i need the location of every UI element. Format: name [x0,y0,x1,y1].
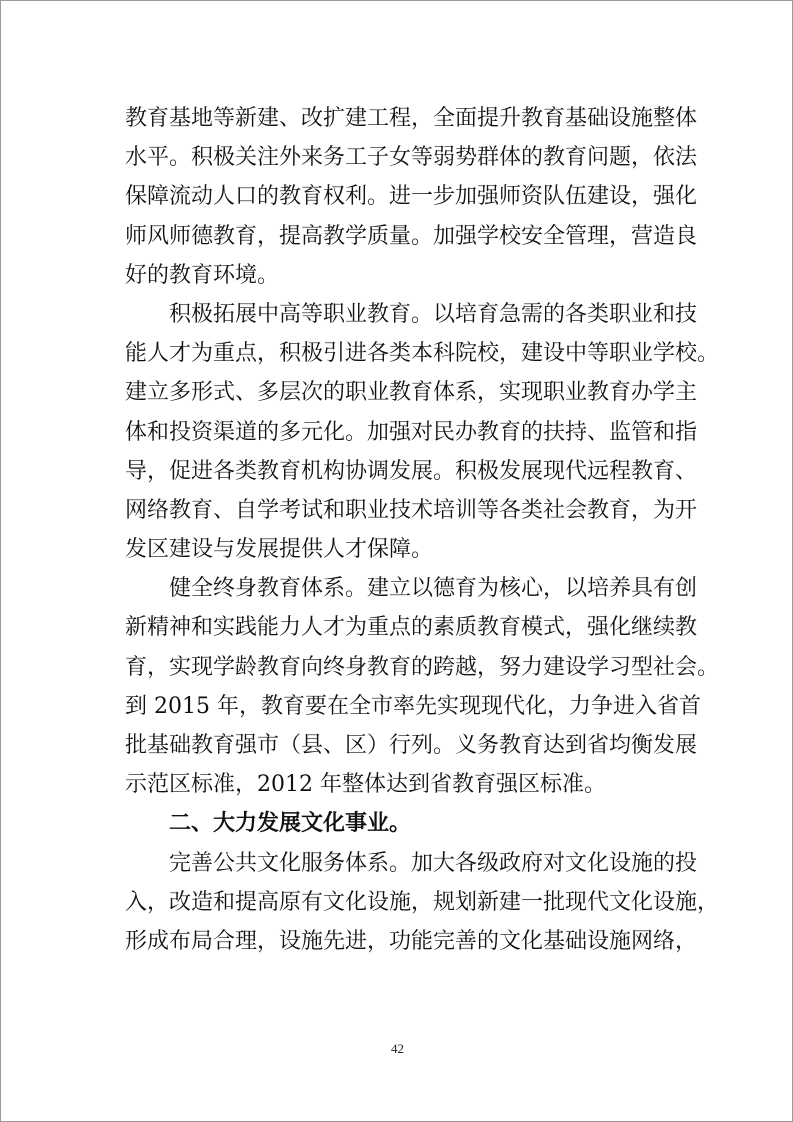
paragraph [125,99,698,295]
text-line: 好的教育环境。 [125,262,280,288]
page-number: 42 [391,1041,404,1056]
paragraph [125,569,720,804]
text-line: 能人才为重点，积极引进各类本科院校，建设中等职业学校。 [125,341,720,367]
text-line: 发区建设与发展提供人才保障。 [125,537,434,563]
text-line: 示范区标准，2012 年整体达到省教育强区标准。 [125,772,606,798]
text-line: 健全终身教育体系。建立以德育为核心，以培养具有创 [169,576,698,602]
text-line: 新精神和实践能力人才为重点的素质教育模式，强化继续教 [125,615,698,641]
text-line: 教育基地等新建、改扩建工程，全面提升教育基础设施整体 [125,106,698,131]
text-line: 师风师德教育，提高教学质量。加强学校安全管理，营造良 [125,223,698,249]
text-line: 形成布局合理，设施先进，功能完善的文化基础设施网络， [125,928,698,954]
text-line: 保障流动人口的教育权利。进一步加强师资队伍建设，强化 [125,184,698,210]
text-line: 建立多形式、多层次的职业教育体系，实现职业教育办学主 [125,380,698,406]
text-line: 水平。积极关注外来务工子女等弱势群体的教育问题，依法 [125,145,698,171]
heading-line: 二、大力发展文化事业。 [169,810,412,837]
text-line: 积极拓展中高等职业教育。以培育急需的各类职业和技 [169,301,698,327]
text-line: 完善公共文化服务体系。加大各级政府对文化设施的投 [169,850,698,876]
text-line: 导，促进各类教育机构协调发展。积极发展现代远程教育、 [125,458,698,484]
text-line: 体和投资渠道的多元化。加强对民办教育的扶持、监管和指 [125,419,698,445]
section-heading [125,804,687,843]
text-line: 入，改造和提高原有文化设施，规划新建一批现代文化设施， [125,889,720,915]
text-line: 育，实现学龄教育向终身教育的跨越，努力建设学习型社会。 [125,654,720,680]
paragraph [125,844,720,962]
text-line: 到 2015 年，教育要在全市率先实现现代化，力争进入省首 [125,693,701,719]
text-line: 批基础教育强市（县、区）行列。义务教育达到省均衡发展 [125,733,698,758]
body-text [125,99,720,961]
text-line: 网络教育、自学考试和职业技术培训等各类社会教育，为开 [125,497,698,523]
paragraph [125,295,720,569]
